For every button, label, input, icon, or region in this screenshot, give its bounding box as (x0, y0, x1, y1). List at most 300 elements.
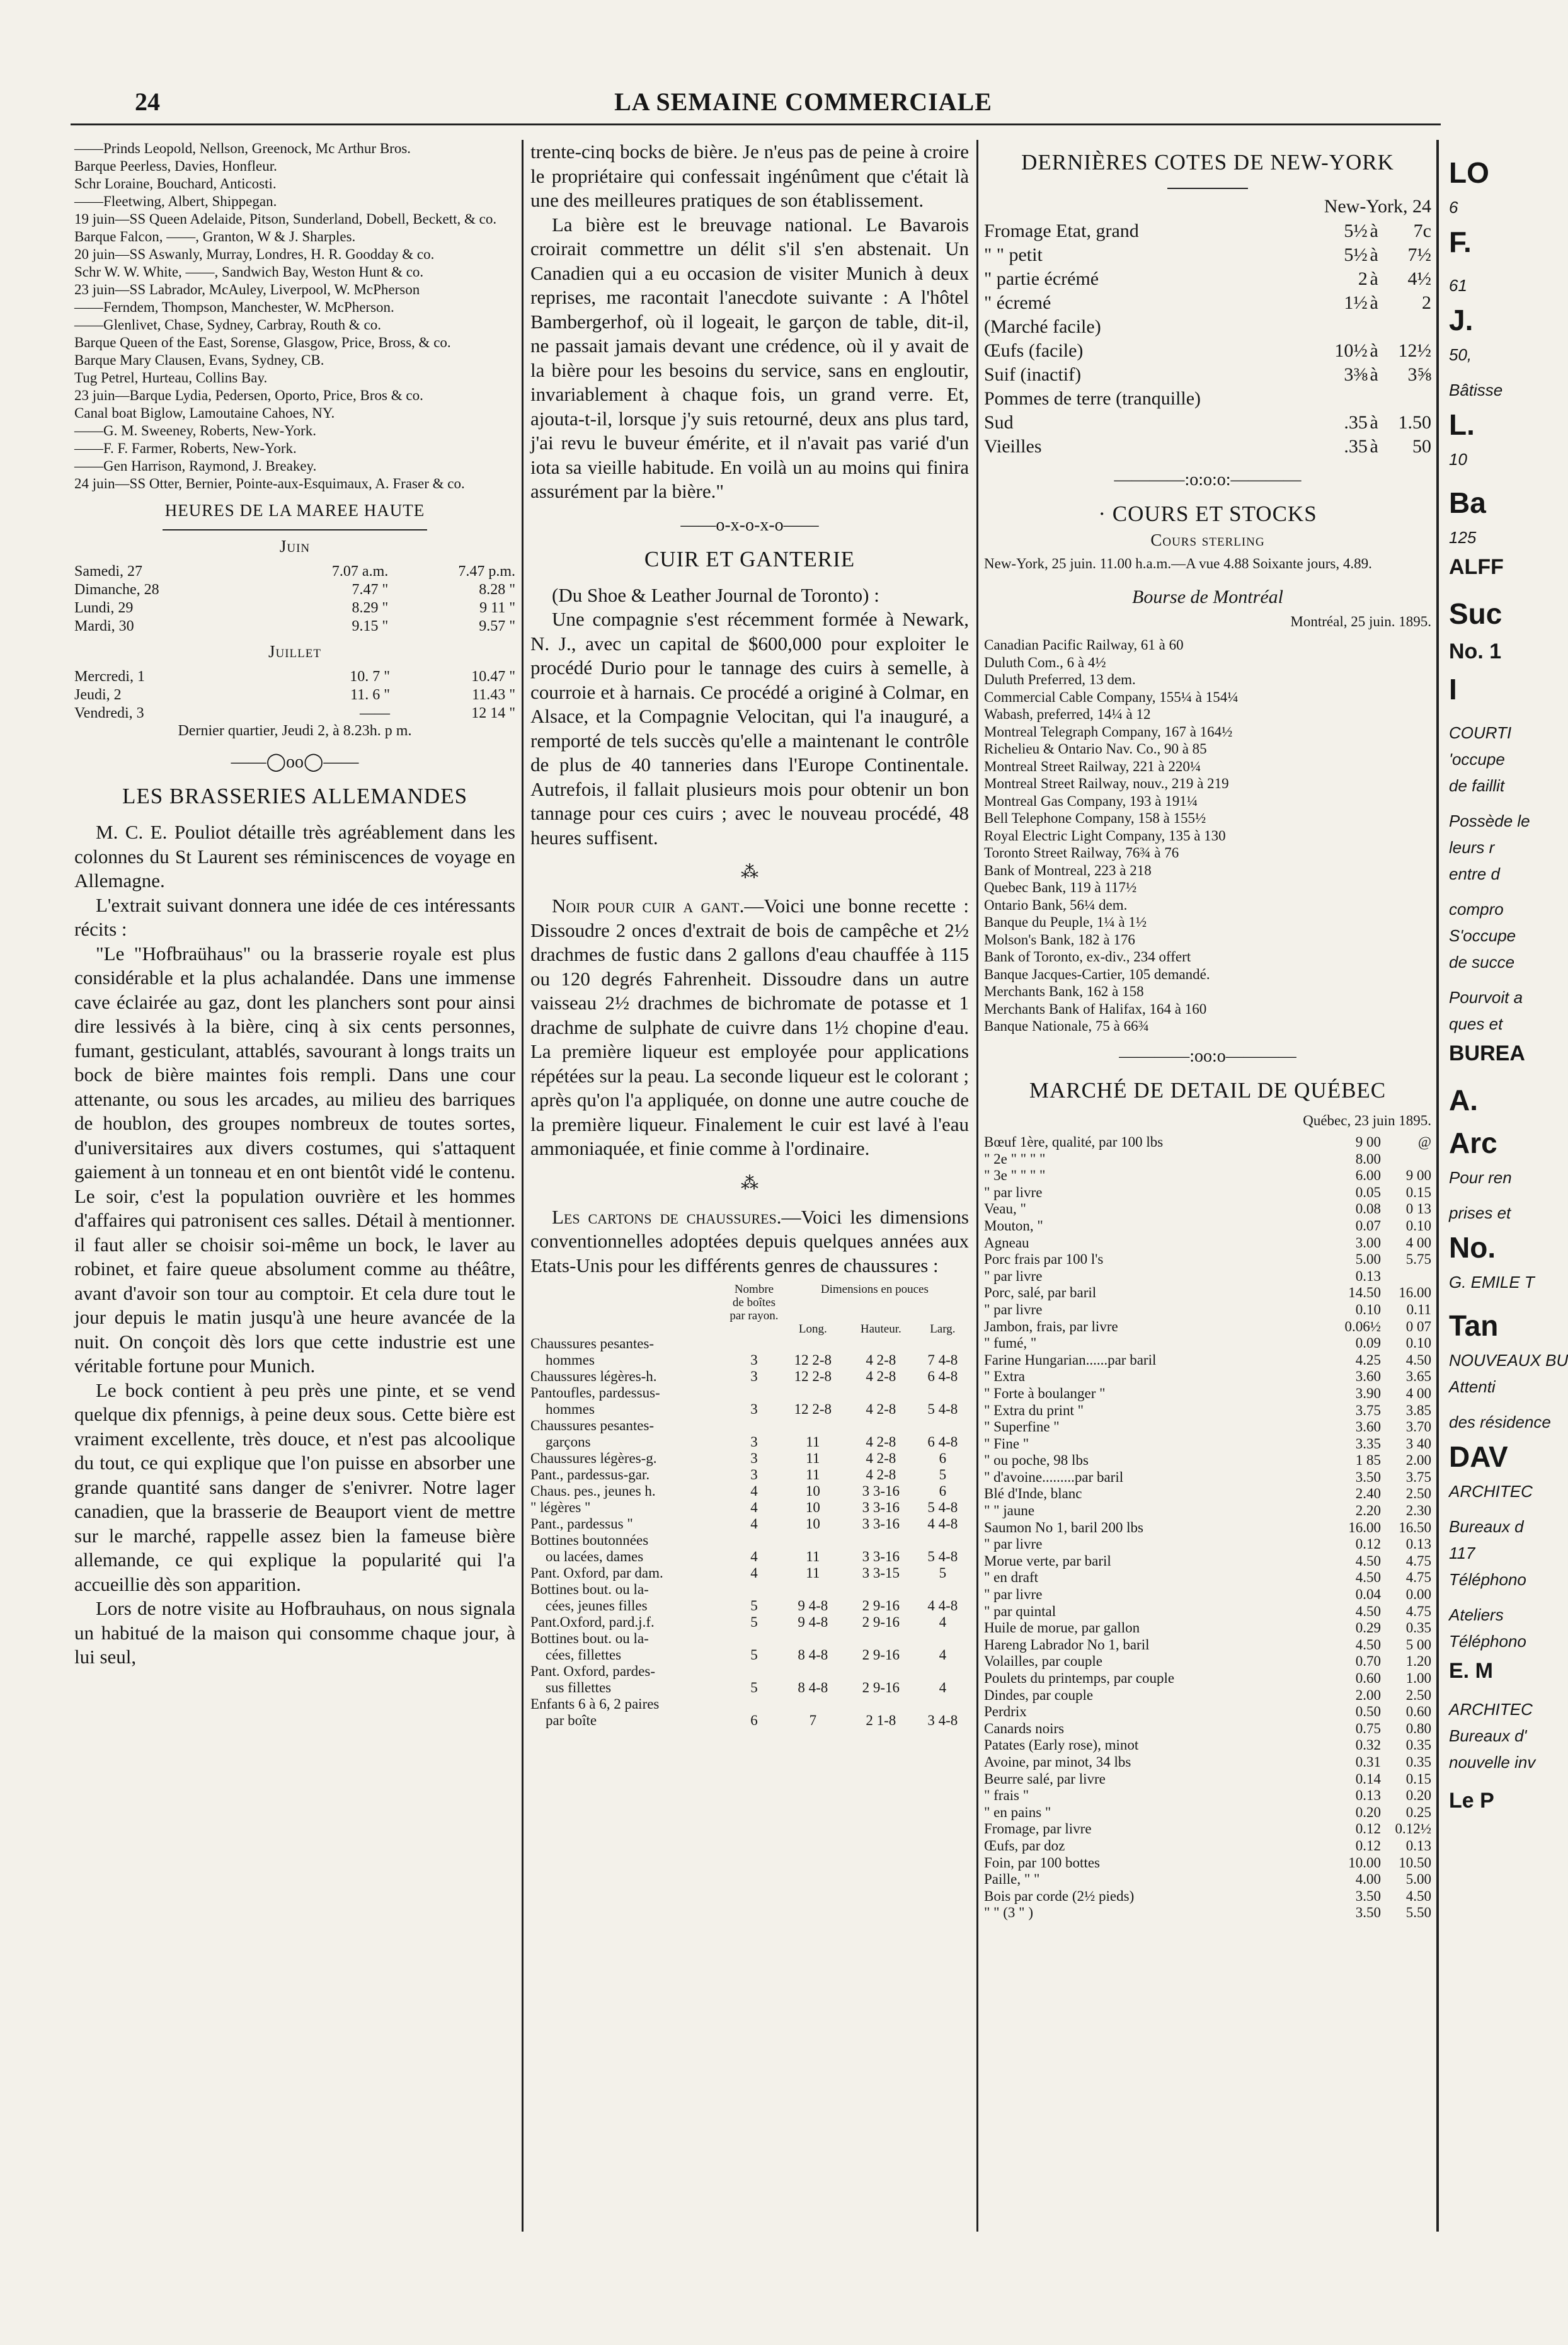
cote-low (1317, 387, 1368, 411)
shipping-entry: 23 juin—Barque Lydia, Pedersen, Oporto, Price, Bros & co. (74, 387, 423, 403)
tide-day: Mardi, 30 (74, 618, 134, 634)
market-high: 0.35 (1405, 1620, 1431, 1636)
shoe-type: Chaussures pesantes- (530, 1336, 655, 1351)
shoe-long: 11 (806, 1434, 820, 1450)
market-item: Hareng Labrador No 1, baril (984, 1636, 1150, 1653)
shoe-header-haut: Hauteur. (860, 1322, 901, 1336)
article-title-cuir: CUIR ET GANTERIE (644, 546, 856, 571)
market-row (984, 1201, 1431, 1218)
stock-entry: Bank of Montreal, 223 à 218 (984, 862, 1152, 878)
market-item: " par livre (984, 1301, 1043, 1317)
cote-high: 12½ (1398, 340, 1431, 361)
market-item: " Superfine " (984, 1419, 1060, 1435)
shipping-entry: ——Ferndem, Thompson, Manchester, W. McPherson. (74, 299, 394, 315)
cote-high: 2 (1422, 292, 1431, 313)
market-high (1381, 1151, 1431, 1168)
shoe-count: 4 (750, 1499, 758, 1515)
fragment-text: 10 (1449, 450, 1467, 469)
fragment-text: DAV (1449, 1440, 1508, 1473)
market-high: 16.50 (1399, 1519, 1431, 1535)
shoe-width (917, 1336, 969, 1352)
fragment-text: prises et (1449, 1203, 1511, 1222)
market-item: Porc, salé, par baril (984, 1285, 1097, 1301)
tide-day: Jeudi, 2 (74, 687, 122, 703)
market-row (984, 1804, 1431, 1821)
shoe-height: 2 1-8 (866, 1712, 896, 1728)
cote-item: " partie écrémé (984, 268, 1099, 289)
shoe-type: hommes (546, 1352, 595, 1368)
column-rule-2 (976, 140, 978, 2232)
tide-pm: 7.47 p.m. (458, 563, 515, 580)
market-item: " par livre (984, 1268, 1043, 1284)
market-high: 9 00 (1405, 1167, 1431, 1184)
shoe-count: 4 (750, 1516, 758, 1532)
shoe-row (530, 1696, 969, 1712)
market-row (984, 1251, 1431, 1268)
market-row (984, 1302, 1431, 1319)
cote-row (984, 243, 1431, 267)
stock-entry: Toronto Street Railway, 76¾ à 76 (984, 845, 1179, 861)
tide-am: 9.15 " (352, 618, 389, 634)
market-row (984, 1821, 1431, 1838)
shoe-count (728, 1696, 781, 1712)
shipping-entry: Tug Petrel, Hurteau, Collins Bay. (74, 370, 268, 386)
shoe-row (530, 1352, 969, 1368)
tide-am: 11. 6 " (350, 687, 390, 703)
stock-entry: Commercial Cable Company, 155¼ à 154¼ (984, 689, 1239, 705)
market-row (984, 1352, 1431, 1369)
shoe-height: 3 3-16 (862, 1483, 900, 1499)
shipping-entry: ——Glenlivet, Chase, Sydney, Carbray, Routh & co. (74, 317, 381, 333)
cote-low: 5½ (1344, 244, 1368, 265)
market-item: Saumon No 1, baril 200 lbs (984, 1519, 1143, 1535)
shoe-width: 5 (939, 1565, 947, 1581)
cote-a: à (1370, 221, 1378, 241)
cote-a: à (1370, 340, 1378, 361)
cote-row (984, 339, 1431, 363)
fragment-text: 61 (1449, 276, 1467, 295)
market-item: " frais " (984, 1787, 1029, 1804)
market-high: 4.50 (1405, 1351, 1431, 1368)
article-paragraph: La bière est le breuvage national. Le Bavarois croirait commettre un délit s'il s'en abstenait. Un Canadien qui a eu occasion de visiter Munich à deux reprises, me racontait l'anecdote suivante : A l'hôtel Bambergerhof, où il logeait, le garçon de table, dit-il, ne passait jamais devant une crédence, où il y avait de la bière pour les besoins du service, sans en engloutir, invariablement à chaque fois, un grand verre. Et, ajouta-t-il, lorsque j'y suis retourné, deux ans plus tard, j'ai revu le buveur émérite, et il n'avait pas varié d'un iota sa vieille habitude. En voilà un au moins qui finira assurément par la bière." (530, 213, 969, 502)
cote-row (984, 315, 1431, 339)
market-row (984, 1486, 1431, 1503)
article-para-compagnie: Une compagnie s'est récemment formée à Newark, N. J., avec un capital de $600,000 pour exploiter le procédé Durio pour le tannage des cuirs à semelle, à courroie et à harnais. Ce procédé a originé à Colmar, en Alsace, et la Compagnie Velocitan, qui l'a inauguré, a remporté de tels succès qu'elle a maintenant le contrôle de plus de 40 tanneries dans l'Europe Continentale. Autrefois, il fallait plusieurs mois pour obtenir un bon tannage pour ces cuirs ; avec le nouveau procédé, 48 heures suffisent. (530, 608, 969, 849)
article-title-brasseries: LES BRASSERIES ALLEMANDES (122, 784, 468, 808)
market-low: 0.13 (1355, 1787, 1381, 1804)
stock-entry: Ontario Bank, 56¼ dem. (984, 897, 1128, 913)
shoe-type: hommes (546, 1401, 595, 1417)
shoe-count: 3 (750, 1434, 758, 1450)
stock-entry: Montreal Telegraph Company, 167 à 164½ (984, 723, 1233, 740)
shipping-list (74, 140, 515, 492)
market-low: 0.10 (1355, 1301, 1381, 1317)
tide-table-juin (74, 563, 515, 636)
market-high: 0.10 (1405, 1335, 1431, 1351)
cote-high: 7½ (1407, 244, 1431, 265)
shoe-long (781, 1336, 845, 1352)
fragment-text: J. (1449, 304, 1474, 336)
cote-high (1380, 387, 1431, 411)
shoe-type: Bottines bout. ou la- (530, 1631, 649, 1646)
tide-row (74, 563, 515, 581)
shipping-entry: Schr W. W. White, ——, Sandwich Bay, Weston Hunt & co. (74, 264, 424, 280)
market-item: " fumé, " (984, 1335, 1037, 1351)
stock-entry: Montreal Street Railway, nouv., 219 à 219 (984, 776, 1229, 791)
market-item: " ou poche, 98 lbs (984, 1452, 1089, 1469)
fragment-text: G. EMILE T (1449, 1273, 1535, 1292)
shoe-header-nombre: Nombre de boîtes par rayon. (730, 1283, 779, 1322)
asterism-1: ⁂ (741, 863, 758, 882)
market-item: Volailles, par couple (984, 1653, 1102, 1670)
market-low: 0.29 (1355, 1620, 1381, 1636)
stock-entry: Bank of Toronto, ex-div., 234 offert (984, 949, 1191, 965)
tide-row (74, 581, 515, 599)
market-high: 2.50 (1405, 1486, 1431, 1502)
stock-entry: Quebec Bank, 119 à 117½ (984, 880, 1137, 895)
shoe-long (781, 1385, 845, 1401)
shoe-long: 12 2-8 (794, 1352, 832, 1368)
cote-low: 3⅜ (1344, 364, 1368, 385)
market-low: 4.00 (1355, 1871, 1381, 1888)
shipping-entry: 23 juin—SS Labrador, McAuley, Liverpool, W. McPherson (74, 282, 420, 297)
market-high: 0.80 (1405, 1720, 1431, 1736)
market-low: 0.50 (1355, 1704, 1381, 1720)
shoe-count (728, 1663, 781, 1680)
market-item: " d'avoine.........par baril (984, 1469, 1124, 1485)
market-row (984, 1687, 1431, 1704)
shoe-height: 4 2-8 (866, 1352, 896, 1368)
shoe-width: 3 4-8 (927, 1712, 958, 1728)
shoe-row (530, 1712, 969, 1729)
cote-item: (Marché facile) (984, 316, 1101, 337)
market-item: " " jaune (984, 1503, 1035, 1519)
article-paragraph: L'extrait suivant donnera une idée de ces intéressants récits : (74, 893, 515, 940)
shoe-height: 4 2-8 (866, 1434, 896, 1450)
fragment-text: ARCHITEC (1449, 1482, 1533, 1501)
shoe-height (845, 1385, 917, 1401)
shoe-long: 8 4-8 (798, 1647, 828, 1663)
shoe-width (917, 1385, 969, 1401)
cote-row (984, 411, 1431, 435)
shipping-entry: Barque Queen of the East, Sorense, Glasgow, Price, Bross, & co. (74, 335, 451, 350)
market-row (984, 1569, 1431, 1586)
fragment-text: Ba (1449, 486, 1486, 519)
market-high: 0.12½ (1395, 1821, 1431, 1837)
tide-day: Vendredi, 3 (74, 705, 144, 721)
shoe-long: 11 (806, 1549, 820, 1564)
last-quarter: Dernier quartier, Jeudi 2, à 8.23h. p m. (178, 723, 412, 739)
shoe-row (530, 1483, 969, 1499)
market-row (984, 1184, 1431, 1201)
cote-low: 2 (1358, 268, 1368, 289)
cote-a: à (1370, 244, 1378, 265)
market-high: 0.15 (1405, 1184, 1431, 1200)
page-number: 24 (135, 88, 160, 116)
cartons-text: —Voici les dimensions conventionnelles adoptées depuis quelques années aux Etats-Unis pour les différents genres de chaussures : (530, 1205, 969, 1276)
market-row (984, 1469, 1431, 1486)
market-row (984, 1838, 1431, 1855)
market-item: Beurre salé, par livre (984, 1770, 1106, 1787)
article-paragraph: M. C. E. Pouliot détaille très agréablement dans les colonnes du St Laurent ses réminiscences de voyage en Allemagne. (74, 821, 515, 892)
cote-high: 1.50 (1398, 412, 1431, 433)
shoe-row (530, 1450, 969, 1467)
shoe-row (530, 1663, 969, 1680)
noir-heading: Noir pour cuir a gant. (552, 895, 745, 917)
market-high: 4.75 (1405, 1569, 1431, 1586)
market-low: 0.09 (1355, 1335, 1381, 1351)
market-row (984, 1402, 1431, 1419)
fragment-text: Téléphono (1449, 1570, 1526, 1589)
market-high: 2.50 (1405, 1687, 1431, 1703)
fragment-text: 50, (1449, 345, 1472, 364)
shoe-long: 7 (809, 1712, 817, 1728)
fragment-text: de faillit (1449, 776, 1505, 795)
shoe-count: 6 (750, 1712, 758, 1728)
shoe-count: 3 (750, 1450, 758, 1466)
shoe-width (917, 1696, 969, 1712)
fragment-text: compro (1449, 900, 1504, 919)
cote-high: 4½ (1407, 268, 1431, 289)
market-low: 0.13 (1355, 1268, 1381, 1284)
shoe-count: 5 (750, 1614, 758, 1630)
fragment-text: ques et (1449, 1014, 1503, 1033)
market-row (984, 1754, 1431, 1771)
shoe-type: Pant., pardessus " (530, 1516, 633, 1532)
shoe-count: 5 (750, 1598, 758, 1614)
market-low: 3.35 (1355, 1435, 1381, 1452)
fragment-text: 'occupe (1449, 750, 1505, 769)
shoe-height: 2 9-16 (862, 1647, 900, 1663)
fragment-text: de succe (1449, 953, 1515, 972)
market-high: 3.85 (1405, 1402, 1431, 1418)
market-low: 4.50 (1355, 1636, 1381, 1653)
market-row (984, 1335, 1431, 1352)
market-high: 0.10 (1405, 1217, 1431, 1234)
cote-item: " écremé (984, 292, 1051, 313)
market-date: Québec, 23 juin 1895. (1303, 1112, 1431, 1128)
shoe-width: 6 (939, 1450, 947, 1466)
paragraph-noir (530, 894, 969, 1161)
fragment-text: 6 (1449, 198, 1458, 217)
tide-row (74, 599, 515, 617)
market-item: Bœuf 1ère, qualité, par 100 lbs (984, 1134, 1164, 1150)
fragment-text: Pourvoit a (1449, 988, 1523, 1007)
market-item: " Extra (984, 1368, 1025, 1385)
shoe-row (530, 1401, 969, 1418)
market-item: Avoine, par minot, 34 lbs (984, 1753, 1131, 1770)
market-item: Agneau (984, 1234, 1029, 1251)
cote-item: Vieilles (984, 436, 1042, 457)
cote-a: à (1370, 412, 1378, 433)
fragment-text: E. M (1449, 1659, 1493, 1683)
fragment-text: L. (1449, 408, 1475, 441)
sterling-text: New-York, 25 juin. 11.00 h.a.m.—A vue 4.88 Soixante jours, 4.89. (984, 556, 1372, 571)
shoe-count: 4 (750, 1565, 758, 1581)
fragment-text: Bureaux d' (1449, 1726, 1527, 1745)
market-row (984, 1536, 1431, 1553)
shipping-entry: 24 juin—SS Otter, Bernier, Pointe-aux-Esquimaux, A. Fraser & co. (74, 476, 465, 491)
market-low: 0.12 (1355, 1821, 1381, 1837)
shoe-header-larg: Larg. (930, 1322, 956, 1336)
article-source: (Du Shoe & Leather Journal de Toronto) : (552, 583, 879, 606)
market-row (984, 1151, 1431, 1168)
market-high: 3 40 (1405, 1435, 1431, 1452)
shoe-width: 5 4-8 (927, 1499, 958, 1515)
market-high: 3.65 (1405, 1368, 1431, 1385)
fragment-text: Ateliers (1449, 1605, 1504, 1624)
shoe-width (917, 1581, 969, 1598)
market-high: 0.35 (1405, 1737, 1431, 1753)
market-high: 4.75 (1405, 1552, 1431, 1569)
stock-entry: Merchants Bank of Halifax, 164 à 160 (984, 1000, 1207, 1017)
shoe-type: Bottines boutonnées (530, 1532, 649, 1548)
shipping-entry: ——F. F. Farmer, Roberts, New-York. (74, 440, 297, 456)
stock-entry: Montreal Gas Company, 193 à 191¼ (984, 793, 1198, 809)
market-high: 0.35 (1405, 1753, 1431, 1770)
fragment-text: Pour ren (1449, 1168, 1512, 1187)
cote-item: Suif (inactif) (984, 364, 1082, 385)
cote-low: 10½ (1334, 340, 1368, 361)
shoe-count: 5 (750, 1680, 758, 1695)
market-high: 0.13 (1405, 1837, 1431, 1854)
shoe-width: 5 4-8 (927, 1549, 958, 1564)
shoe-row (530, 1581, 969, 1598)
shoe-row (530, 1647, 969, 1663)
shoe-type: Chaus. pes., jeunes h. (530, 1483, 656, 1499)
shoe-height: 2 9-16 (862, 1680, 900, 1695)
juin-label: Juin (279, 537, 311, 556)
fragment-text: entre d (1449, 864, 1500, 883)
cote-row (984, 267, 1431, 291)
market-high: 4 00 (1405, 1385, 1431, 1401)
shoe-height (845, 1581, 917, 1598)
shoe-long (781, 1581, 845, 1598)
fragment-text: No. 1 (1449, 639, 1502, 663)
market-high: 1.00 (1405, 1670, 1431, 1686)
market-low: 3.50 (1355, 1469, 1381, 1485)
fragment-text: des résidence (1449, 1413, 1551, 1431)
shoe-width: 4 4-8 (927, 1516, 958, 1532)
column-1 (74, 140, 515, 2232)
market-high: @ (1417, 1134, 1431, 1150)
market-item: Canards noirs (984, 1720, 1065, 1736)
shoe-row (530, 1680, 969, 1696)
market-item: Paille, " " (984, 1871, 1040, 1888)
market-row (984, 1503, 1431, 1520)
column-rule-1 (522, 140, 524, 2232)
shipping-entry: Barque Mary Clausen, Evans, Sydney, CB. (74, 352, 324, 368)
shoe-height: 3 3-16 (862, 1499, 900, 1515)
market-row (984, 1653, 1431, 1670)
market-low: 1 85 (1355, 1452, 1381, 1469)
market-low: 3.60 (1355, 1419, 1381, 1435)
shoe-row (530, 1499, 969, 1516)
tide-pm: 12 14 " (471, 705, 515, 721)
stock-entry: Bell Telephone Company, 158 à 155½ (984, 810, 1206, 826)
tide-pm: 8.28 " (479, 582, 515, 598)
cote-row (984, 435, 1431, 459)
shoe-count (728, 1336, 781, 1352)
market-row (984, 1436, 1431, 1453)
fragment-text: NOUVEAUX BU (1449, 1351, 1568, 1370)
shoe-width: 6 4-8 (927, 1434, 958, 1450)
shoe-long (781, 1532, 845, 1549)
shoe-height: 3 3-16 (862, 1549, 900, 1564)
shoe-count (728, 1631, 781, 1647)
stock-entry: Duluth Preferred, 13 dem. (984, 672, 1136, 687)
shoe-width: 6 (939, 1483, 947, 1499)
market-low: 3.90 (1355, 1385, 1381, 1401)
fragment-text: A. (1449, 1084, 1478, 1116)
shoe-height (845, 1418, 917, 1434)
shoe-row (530, 1614, 969, 1631)
market-row (984, 1385, 1431, 1402)
shoe-row (530, 1631, 969, 1647)
market-item: Œufs, par doz (984, 1837, 1065, 1854)
shipping-entry: ——Gen Harrison, Raymond, J. Breakey. (74, 458, 317, 474)
article-continuation (530, 140, 969, 504)
shoe-height (845, 1631, 917, 1647)
tide-table-juillet (74, 668, 515, 723)
market-row (984, 1620, 1431, 1637)
bourse-date: Montréal, 25 juin. 1895. (1290, 613, 1431, 629)
market-item: " en draft (984, 1569, 1039, 1586)
fragment-text: BUREA (1449, 1041, 1525, 1065)
cote-item: Pommes de terre (tranquille) (984, 388, 1201, 409)
tide-day: Samedi, 27 (74, 563, 142, 580)
article-body-brasseries (74, 820, 515, 1670)
market-low: 9 00 (1355, 1134, 1381, 1150)
market-item: " par livre (984, 1586, 1043, 1603)
market-row (984, 1637, 1431, 1654)
shoe-width: 5 (939, 1467, 947, 1482)
shoe-long: 11 (806, 1450, 820, 1466)
article-paragraph: Lors de notre visite au Hofbrauhaus, on nous signala un habitué de la maison qui consomme chaque jour, à lui seul, (74, 1597, 515, 1668)
shipping-entry: 19 juin—SS Queen Adelaide, Pitson, Sunderland, Dobell, Beckett, & co. (74, 211, 497, 227)
shipping-entry: ——Prinds Leopold, Nellson, Greenock, Mc Arthur Bros. (74, 140, 411, 156)
cote-high: 7c (1413, 221, 1431, 241)
shipping-entry: ——G. M. Sweeney, Roberts, New-York. (74, 423, 316, 439)
market-item: " Extra du print " (984, 1402, 1084, 1418)
cote-high (1380, 315, 1431, 339)
tide-pm: 11.43 " (472, 687, 515, 703)
market-low: 6.00 (1355, 1167, 1381, 1184)
shoe-count: 3 (750, 1352, 758, 1368)
market-high: 3.75 (1405, 1469, 1431, 1485)
paragraph-cartons (530, 1205, 969, 1278)
market-row (984, 1704, 1431, 1721)
market-high: 0.13 (1405, 1536, 1431, 1552)
shoe-type: ou lacées, dames (546, 1549, 644, 1564)
shoe-height: 2 9-16 (862, 1598, 900, 1614)
shoe-width: 4 4-8 (927, 1598, 958, 1614)
market-high: 0.00 (1405, 1586, 1431, 1603)
market-item: Bois par corde (2½ pieds) (984, 1888, 1135, 1904)
market-row (984, 1553, 1431, 1570)
cote-low (1317, 315, 1368, 339)
market-row (984, 1855, 1431, 1872)
shoe-long: 10 (805, 1483, 820, 1499)
fragment-text: Arc (1449, 1127, 1497, 1159)
stock-entry: Banque Nationale, 75 à 66¾ (984, 1018, 1149, 1034)
shoe-type: Pant. Oxford, par dam. (530, 1565, 663, 1581)
shoe-type: par boîte (546, 1712, 597, 1728)
shoe-long: 11 (806, 1565, 820, 1581)
market-row (984, 1888, 1431, 1905)
fragment-text: nouvelle inv (1449, 1753, 1536, 1772)
market-high: 0.25 (1405, 1804, 1431, 1820)
